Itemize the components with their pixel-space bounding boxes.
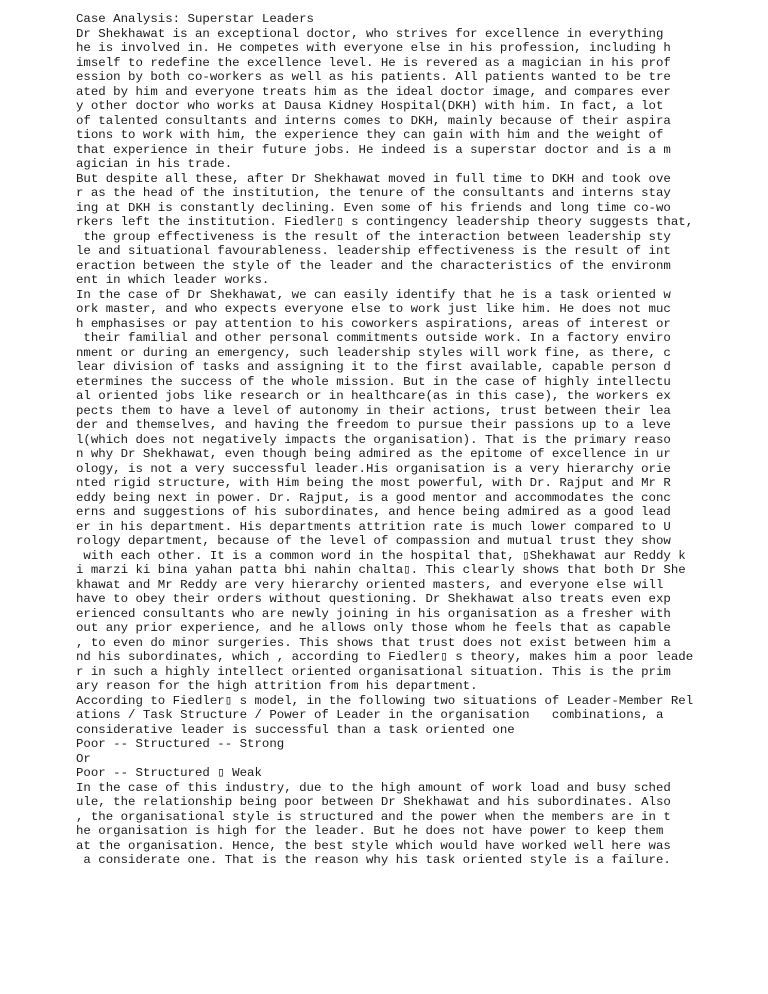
text-line: he is involved in. He competes with everyone else in his profession, including h — [76, 41, 671, 55]
text-line: etermines the success of the whole mission. But in the case of highly intellectu — [76, 374, 671, 389]
text-line: of talented consultants and interns comes to DKH, mainly because of their aspira — [76, 113, 671, 128]
text-line: a considerate one. That is the reason why his task oriented style is a failure. — [76, 853, 671, 867]
text-line: agician in his trade. — [76, 157, 233, 171]
text-line: y other doctor who works at Dausa Kidney Hospital(DKH) with him. In fact, a lot — [76, 99, 664, 113]
text-line: their familial and other personal commitments outside work. In a factory enviro — [76, 331, 671, 345]
text-line: ent in which leader works. — [76, 273, 270, 287]
text-line: ession by both co-workers as well as his patients. All patients wanted to be tre — [76, 70, 671, 84]
text-line: le and situational favourableness. leadership effectiveness is the result of int — [76, 244, 671, 258]
text-line: ated by him and everyone treats him as the ideal doctor image, and compares ever — [76, 84, 671, 99]
text-line: nment or during an emergency, such leadership styles will work fine, as there, c — [76, 345, 671, 360]
text-line: have to obey their orders without questioning. Dr Shekhawat also treats even exp — [76, 592, 671, 606]
text-line: imself to redefine the excellence level. He is revered as a magician in his prof — [76, 55, 671, 70]
text-line: ations / Task Structure / Power of Leader in the organisation combinations, a — [76, 708, 664, 722]
text-line: erns and suggestions of his subordinates, and hence being admired as a good lead — [76, 505, 671, 519]
text-line: i marzi ki bina yahan patta bhi nahin chalta▯. This clearly shows that both Dr She — [76, 563, 686, 577]
text-line: In the case of this industry, due to the high amount of work load and busy sched — [76, 780, 671, 795]
text-line: ork master, and who expects everyone else to work just like him. He does not muc — [76, 302, 671, 316]
text-line: ary reason for the high attrition from his department. — [76, 679, 478, 693]
text-line: al oriented jobs like research or in healthcare(as in this case), the workers ex — [76, 389, 671, 403]
text-line: In the case of Dr Shekhawat, we can easily identify that he is a task oriented w — [76, 287, 671, 302]
text-line: Poor -- Structured ▯ Weak — [76, 766, 262, 780]
document-title: Case Analysis: Superstar Leaders — [76, 12, 314, 26]
document-body — [76, 12, 716, 868]
text-line: considerative leader is successful than a task oriented one — [76, 722, 515, 737]
text-line: r in such a highly intellect oriented organisational situation. This is the prim — [76, 664, 671, 679]
text-line: Dr Shekhawat is an exceptional doctor, who strives for excellence in everything — [76, 26, 664, 41]
text-line: Poor -- Structured -- Strong — [76, 737, 285, 751]
text-line: eraction between the style of the leader and the characteristics of the environm — [76, 258, 671, 273]
text-line: with each other. It is a common word in the hospital that, ▯Shekhawat aur Reddy k — [76, 548, 686, 563]
text-line: rkers left the institution. Fiedler▯ s contingency leadership theory suggests that, — [76, 215, 694, 229]
text-line: out any prior experience, and he allows only those whom he feels that as capable — [76, 621, 671, 635]
text-line: ule, the relationship being poor between Dr Shekhawat and his subordinates. Also — [76, 795, 671, 809]
text-line: But despite all these, after Dr Shekhawat moved in full time to DKH and took ove — [76, 171, 671, 186]
text-line: at the organisation. Hence, the best style which would have worked well here was — [76, 838, 671, 853]
text-line: Or — [76, 751, 91, 766]
text-line: According to Fiedler▯ s model, in the following two situations of Leader-Member Rel — [76, 693, 694, 708]
text-line: ology, is not a very successful leader.His organisation is a very hierarchy orie — [76, 461, 671, 476]
text-line: n why Dr Shekhawat, even though being admired as the epitome of excellence in ur — [76, 447, 671, 461]
text-line: tions to work with him, the experience they can gain with him and the weight of — [76, 128, 664, 142]
text-line: rology department, because of the level of compassion and mutual trust they show — [76, 534, 671, 548]
text-line: r as the head of the institution, the tenure of the consultants and interns stay — [76, 186, 671, 200]
text-line: h emphasises or pay attention to his coworkers aspirations, areas of interest or — [76, 316, 671, 331]
text-line: der and themselves, and having the freedom to pursue their passions up to a leve — [76, 418, 671, 432]
text-line: lear division of tasks and assigning it to the first available, capable person d — [76, 360, 671, 374]
text-line: l(which does not negatively impacts the organisation). That is the primary reaso — [76, 432, 671, 447]
text-line: eddy being next in power. Dr. Rajput, is a good mentor and accommodates the conc — [76, 490, 671, 505]
text-line: erienced consultants who are newly joining in his organisation as a fresher with — [76, 606, 671, 621]
text-line: nd his subordinates, which , according to Fiedler▯ s theory, makes him a poor leade — [76, 650, 694, 664]
text-line: he organisation is high for the leader. But he does not have power to keep them — [76, 824, 664, 838]
text-line: pects them to have a level of autonomy in their actions, trust between their lea — [76, 403, 671, 418]
text-line: nted rigid structure, with Him being the most powerful, with Dr. Rajput and Mr R — [76, 476, 671, 490]
text-line: , the organisational style is structured and the power when the members are in t — [76, 809, 671, 824]
text-line: that experience in their future jobs. He indeed is a superstar doctor and is a m — [76, 142, 671, 157]
text-line: khawat and Mr Reddy are very hierarchy oriented masters, and everyone else will — [76, 577, 664, 592]
text-line: , to even do minor surgeries. This shows that trust does not exist between him a — [76, 635, 671, 650]
text-line: the group effectiveness is the result of the interaction between leadership sty — [76, 229, 671, 244]
text-line: er in his department. His departments attrition rate is much lower compared to U — [76, 519, 671, 534]
text-line: ing at DKH is constantly declining. Even some of his friends and long time co-wo — [76, 200, 671, 215]
